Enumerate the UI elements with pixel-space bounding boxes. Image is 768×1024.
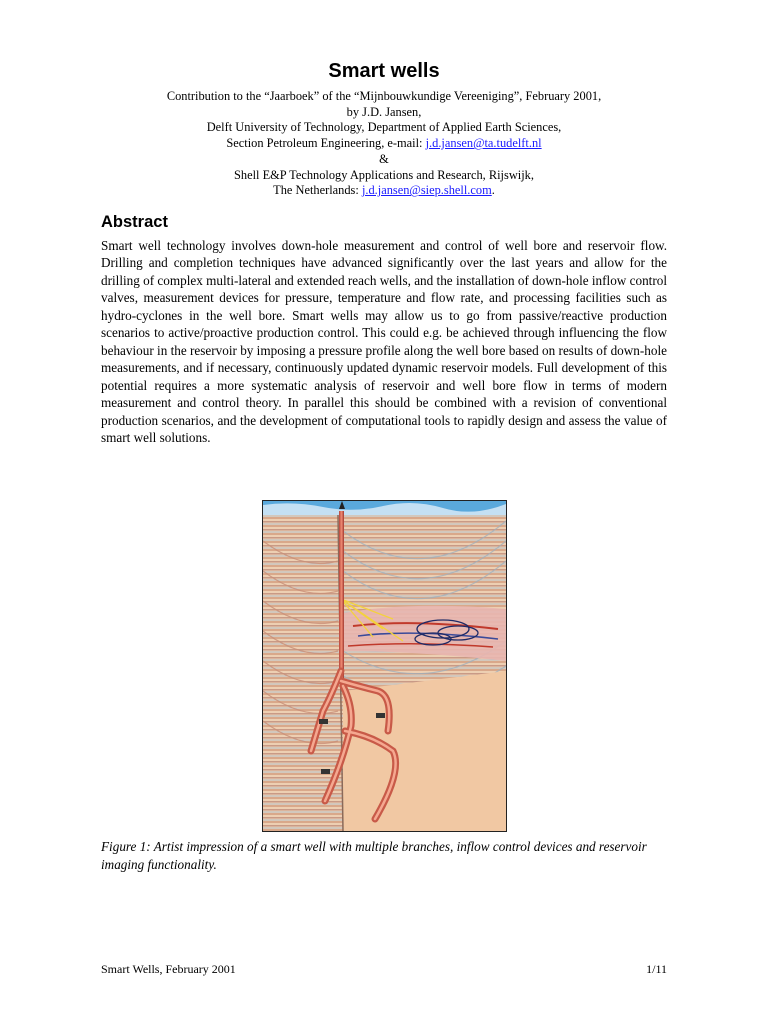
affiliation-line: Delft University of Technology, Department of Applied Earth Sciences, — [206, 120, 562, 135]
smart-well-artwork — [263, 501, 506, 831]
footer-running-title: Smart Wells, February 2001 — [101, 962, 236, 976]
affiliation-text: . — [491, 183, 495, 198]
abstract-text: Smart well technology involves down-hole measurement and control of well bore and reservoir flow. Drilling and completion techniques have advanced significantly over the last years and allow for the drilling of complex multi-lateral and extended reach wells, and the installation of down-hole inflow control valves, measurement devices for pressure, temperature and flow rate, and processing facilities such as hydro-cyclones in the well bore. Smart wells may allow us to go from passive/reactive production scenarios to active/proactive production control. This could e.g. be achieved through influencing the flow behaviour in the reservoir by imposing a pressure profile along the well bore based on results of down-hole measurements, and if necessary, continuously updated dynamic reservoir models. Full development of this potential requires a more systematic analysis of reservoir and well bore flow in terms of modern measurement and control theory. In parallel this should be combined with a revision of conventional production scenarios, and the development of computational tools to rapidly design and assess the value of smart well solutions. — [101, 238, 667, 445]
figure-smart-well-illustration — [262, 500, 507, 832]
paper-title: Smart wells — [328, 60, 440, 82]
affiliation-text: The Netherlands: — [273, 183, 362, 198]
affiliation-line — [0, 136, 768, 152]
ampersand-line: & — [379, 151, 389, 166]
reservoir-sand — [343, 671, 506, 831]
figure-caption: Figure 1: Artist impression of a smart well with multiple branches, inflow control devices and reservoir imaging functionality. — [101, 839, 647, 872]
affiliation-text: Section Petroleum Engineering, e-mail: — [226, 136, 426, 151]
affiliation-line: Shell E&P Technology Applications and Research, Rijswijk, — [234, 167, 534, 182]
author-line: by J.D. Jansen, — [346, 104, 422, 119]
affiliation-line: Contribution to the “Jaarboek” of the “Mijnbouwkundige Vereeniging”, February 2001, — [166, 89, 602, 103]
author-affiliation-block — [0, 89, 768, 199]
footer-page-number: 1/11 — [646, 962, 667, 976]
affiliation-line — [0, 183, 768, 199]
email-link-shell[interactable]: j.d.jansen@siep.shell.com — [361, 183, 492, 198]
abstract-heading: Abstract — [101, 213, 168, 231]
email-link-tudelft[interactable]: j.d.jansen@ta.tudelft.nl — [425, 136, 542, 151]
